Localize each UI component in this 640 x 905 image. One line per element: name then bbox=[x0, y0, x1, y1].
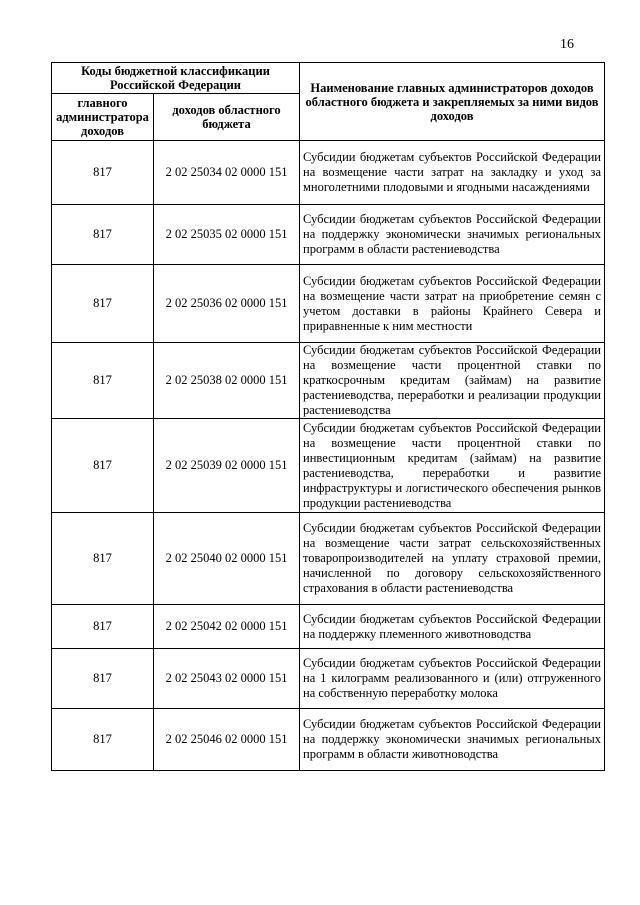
admin-code-cell: 817 bbox=[52, 265, 154, 343]
admin-code-cell: 817 bbox=[52, 141, 154, 205]
table-row bbox=[52, 709, 605, 771]
income-description-cell: Субсидии бюджетам субъектов Российской Федерации на поддержку экономически значимых региональных программ в области растениеводства bbox=[300, 205, 605, 265]
income-code-cell: 2 02 25039 02 0000 151 bbox=[154, 419, 300, 513]
income-description-cell: Субсидии бюджетам субъектов Российской Федерации на возмещение части процентной ставки по краткосрочным кредитам (займам) на развитие растениеводства, переработки и реализации продукции растениеводства bbox=[300, 343, 605, 419]
admin-code-cell: 817 bbox=[52, 605, 154, 649]
table-row bbox=[52, 513, 605, 605]
table-row bbox=[52, 649, 605, 709]
admin-code-cell: 817 bbox=[52, 419, 154, 513]
header-codes-group: Коды бюджетной классификации Российской Федерации bbox=[52, 63, 300, 94]
table-row bbox=[52, 419, 605, 513]
income-code-cell: 2 02 25035 02 0000 151 bbox=[154, 205, 300, 265]
header-admin-column: главного администратора доходов bbox=[52, 94, 154, 141]
income-code-cell: 2 02 25042 02 0000 151 bbox=[154, 605, 300, 649]
table-row bbox=[52, 265, 605, 343]
income-code-cell: 2 02 25036 02 0000 151 bbox=[154, 265, 300, 343]
table-row bbox=[52, 605, 605, 649]
table-row bbox=[52, 343, 605, 419]
table-body bbox=[52, 141, 605, 771]
income-description-cell: Субсидии бюджетам субъектов Российской Федерации на возмещение части затрат сельскохозяйственных товаропроизводителей на уплату страховой премии, начисленной по договору сельскохозяйственного страхования в области растениеводства bbox=[300, 513, 605, 605]
income-code-cell: 2 02 25040 02 0000 151 bbox=[154, 513, 300, 605]
income-code-cell: 2 02 25034 02 0000 151 bbox=[154, 141, 300, 205]
admin-code-cell: 817 bbox=[52, 513, 154, 605]
income-code-cell: 2 02 25038 02 0000 151 bbox=[154, 343, 300, 419]
income-description-cell: Субсидии бюджетам субъектов Российской Федерации на возмещение части затрат на приобретение семян с учетом доставки в районы Крайнего Севера и приравненные к ним местности bbox=[300, 265, 605, 343]
header-row-group bbox=[52, 63, 605, 94]
admin-code-cell: 817 bbox=[52, 709, 154, 771]
budget-classification-table bbox=[51, 62, 605, 771]
table-row bbox=[52, 141, 605, 205]
page-number: 16 bbox=[560, 37, 574, 52]
income-description-cell: Субсидии бюджетам субъектов Российской Федерации на поддержку экономически значимых региональных программ в области животноводства bbox=[300, 709, 605, 771]
income-code-cell: 2 02 25043 02 0000 151 bbox=[154, 649, 300, 709]
header-income-column: доходов областного бюджета bbox=[154, 94, 300, 141]
income-description-cell: Субсидии бюджетам субъектов Российской Федерации на поддержку племенного животноводства bbox=[300, 605, 605, 649]
table-row bbox=[52, 205, 605, 265]
income-description-cell: Субсидии бюджетам субъектов Российской Федерации на возмещение части процентной ставки по инвестиционным кредитам (займам) на развитие растениеводства, переработки и развитие инфраструктуры и логистического обеспечения рынков продукции растениеводства bbox=[300, 419, 605, 513]
admin-code-cell: 817 bbox=[52, 343, 154, 419]
income-description-cell: Субсидии бюджетам субъектов Российской Федерации на возмещение части затрат на закладку и уход за многолетними плодовыми и ягодными насаждениями bbox=[300, 141, 605, 205]
income-code-cell: 2 02 25046 02 0000 151 bbox=[154, 709, 300, 771]
admin-code-cell: 817 bbox=[52, 649, 154, 709]
admin-code-cell: 817 bbox=[52, 205, 154, 265]
header-name-column: Наименование главных администраторов доходов областного бюджета и закрепляемых за ними видов доходов bbox=[300, 63, 605, 141]
income-description-cell: Субсидии бюджетам субъектов Российской Федерации на 1 килограмм реализованного и (или) отгруженного на собственную переработку молока bbox=[300, 649, 605, 709]
